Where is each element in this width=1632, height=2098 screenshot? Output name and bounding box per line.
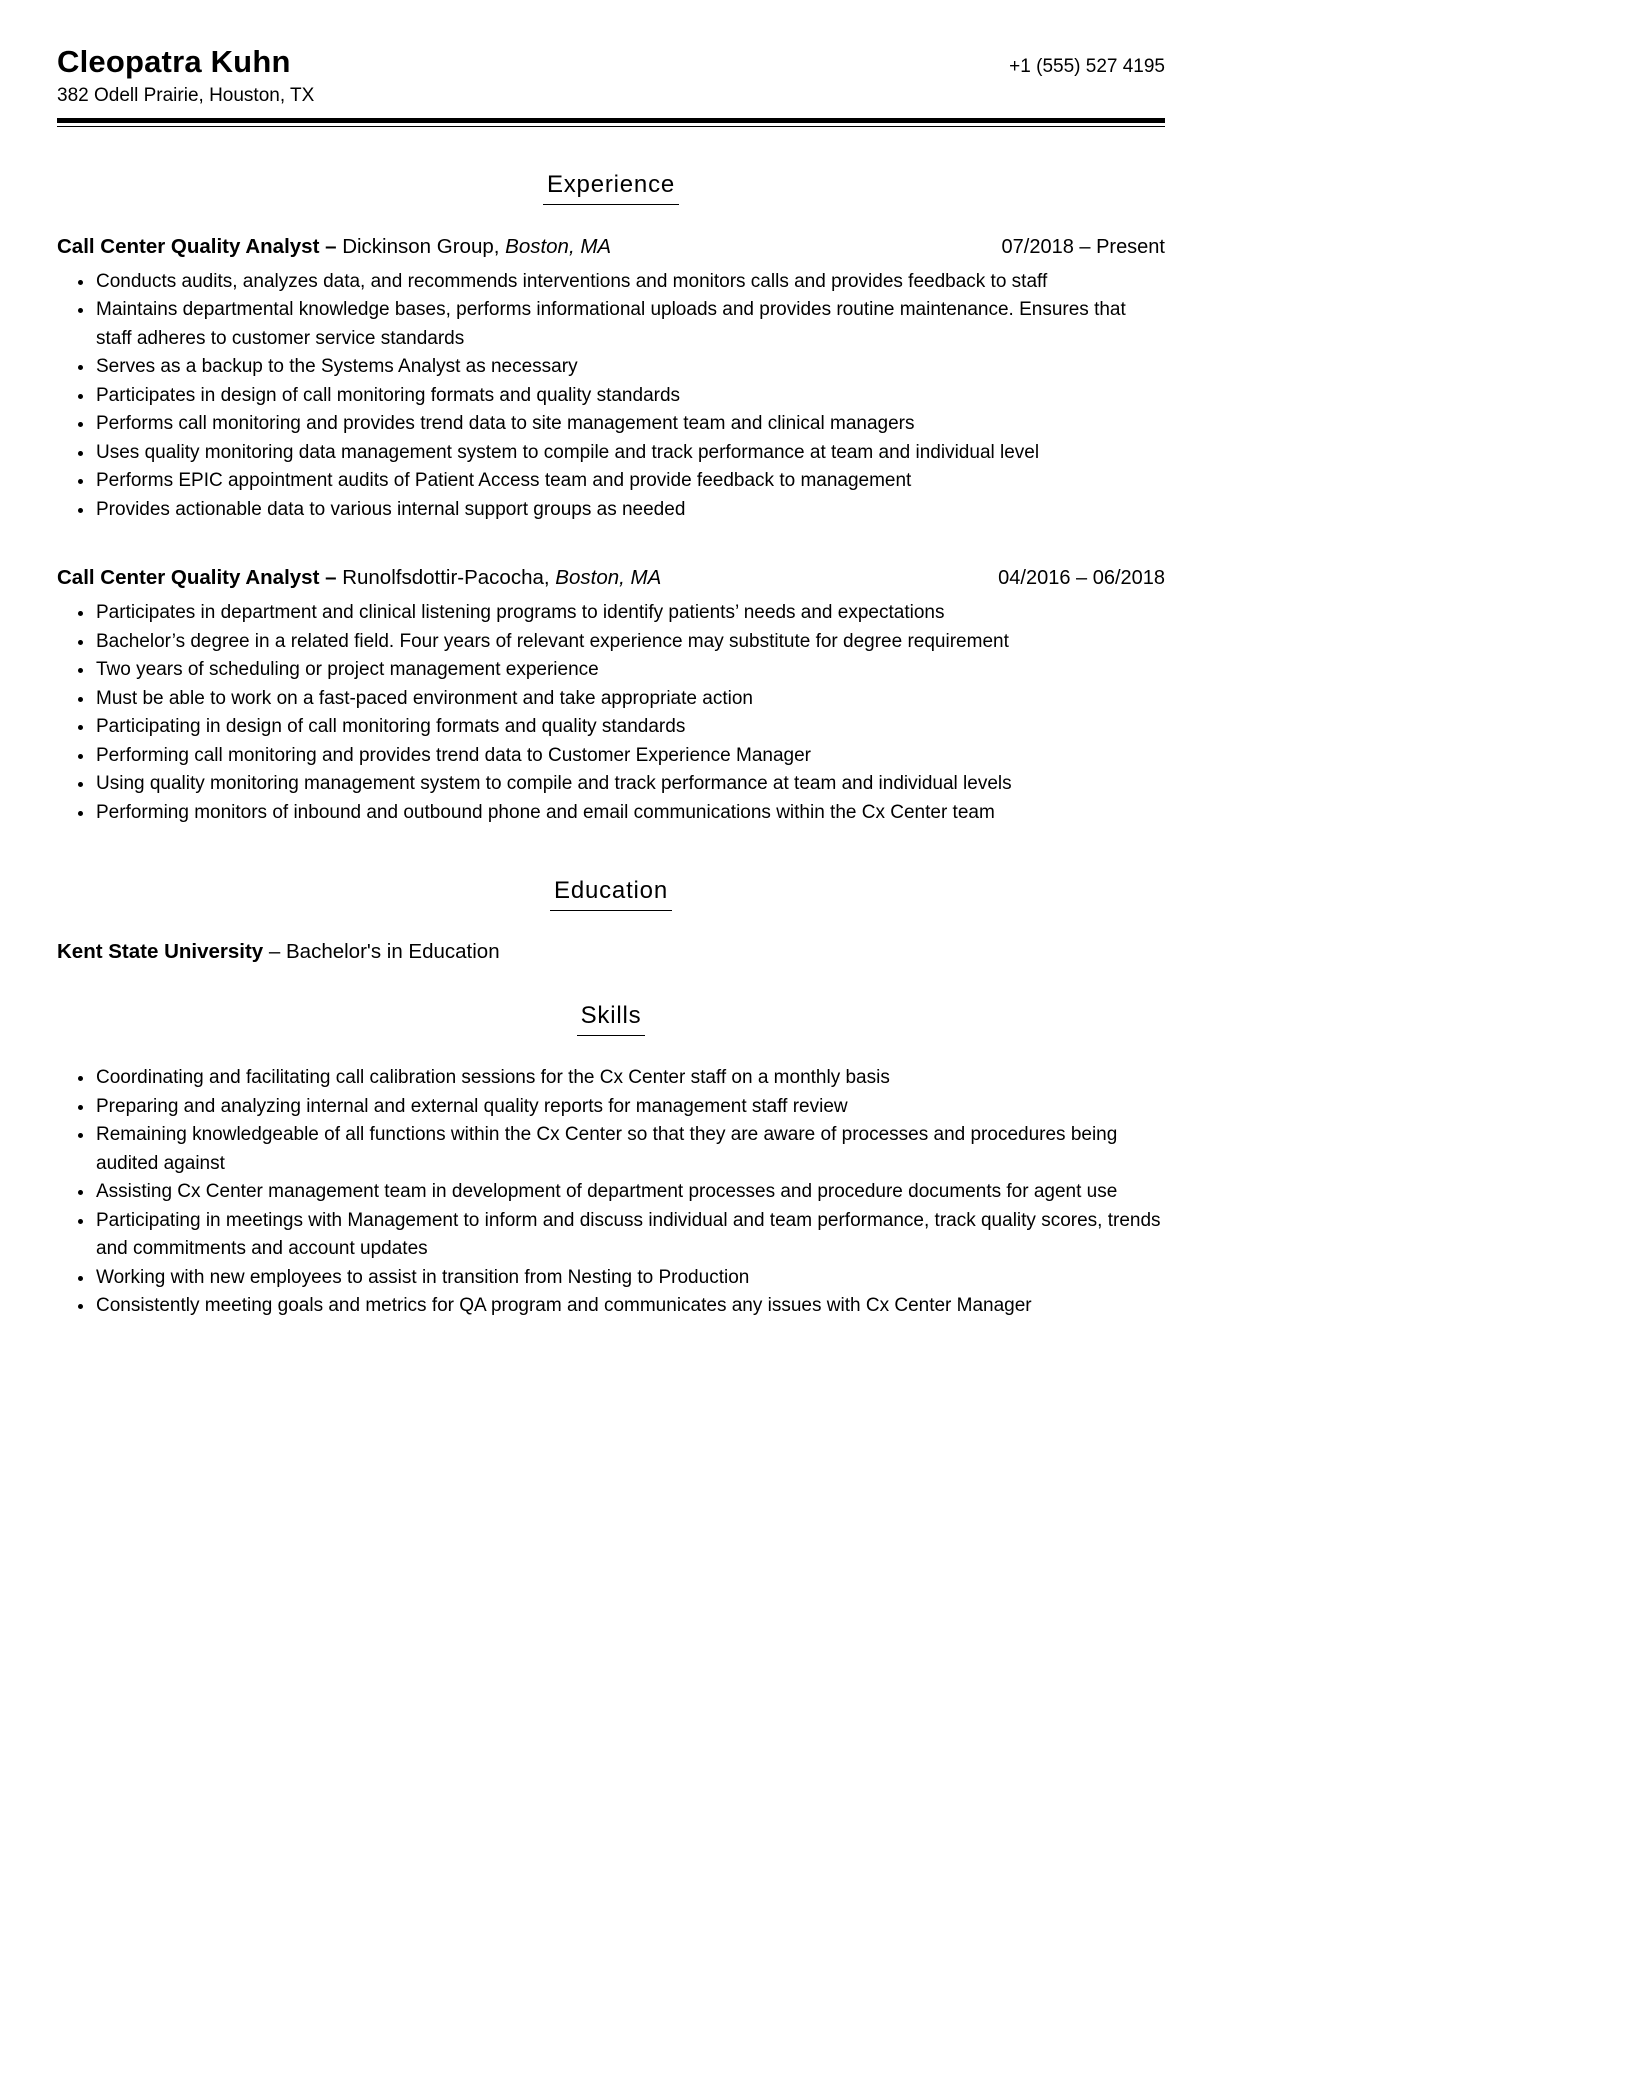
job-company: Dickinson Group, — [342, 234, 500, 258]
bullet-item: • Remaining knowledgeable of all functions within the Cx Center so that they are aware of processes and procedures being audited against — [95, 1121, 1165, 1178]
education-degree: – Bachelor's in Education — [268, 940, 500, 964]
job-company: Runolfsdottir-Pacocha, — [342, 566, 550, 590]
resume-header — [57, 44, 1165, 127]
section-skills — [57, 1002, 1165, 1321]
education-section-title: Education — [550, 877, 672, 911]
education-school: Kent State University — [57, 940, 264, 964]
job-title-line — [57, 566, 661, 590]
job-bullet-list — [57, 268, 1165, 525]
bullet-item: • Provides actionable data to various internal support groups as needed — [95, 496, 1165, 525]
header-left — [57, 44, 314, 107]
bullet-item: • Maintains departmental knowledge bases, performs informational uploads and provides routine maintenance. Ensures that staff adheres to customer service standards — [95, 296, 1165, 353]
job-entry-2 — [57, 566, 1165, 827]
job-bullet-list — [57, 599, 1165, 827]
bullet-item: • Performing monitors of inbound and outbound phone and email communications within the Cx Center team — [95, 799, 1165, 828]
job-location: Boston, MA — [555, 566, 662, 590]
job-location: Boston, MA — [505, 234, 612, 258]
person-phone: +1 (555) 527 4195 — [1009, 56, 1165, 77]
header-divider — [57, 118, 1165, 127]
section-education — [57, 877, 1165, 964]
bullet-item: • Using quality monitoring management system to compile and track performance at team and individual levels — [95, 770, 1165, 799]
bullet-item: • Participating in design of call monitoring formats and quality standards — [95, 713, 1165, 742]
bullet-item: • Conducts audits, analyzes data, and recommends interventions and monitors calls and provides feedback to staff — [95, 268, 1165, 297]
bullet-item: • Performs call monitoring and provides trend data to site management team and clinical managers — [95, 410, 1165, 439]
education-title-wrap — [57, 877, 1165, 911]
job-header — [57, 566, 1165, 590]
skills-section-title: Skills — [577, 1002, 646, 1036]
bullet-item: • Uses quality monitoring data management system to compile and track performance at team and individual level — [95, 439, 1165, 468]
bullet-item: • Two years of scheduling or project management experience — [95, 656, 1165, 685]
bullet-item: • Participating in meetings with Management to inform and discuss individual and team performance, track quality scores, trends and commitments and account updates — [95, 1207, 1165, 1264]
skills-bullet-list — [57, 1064, 1165, 1321]
job-dates: 04/2016 – 06/2018 — [998, 567, 1165, 590]
bullet-item: • Working with new employees to assist in transition from Nesting to Production — [95, 1264, 1165, 1293]
bullet-item: • Performs EPIC appointment audits of Patient Access team and provide feedback to management — [95, 467, 1165, 496]
bullet-item: • Coordinating and facilitating call calibration sessions for the Cx Center staff on a monthly basis — [95, 1064, 1165, 1093]
resume-content — [57, 44, 1165, 1321]
skills-title-wrap — [57, 1002, 1165, 1036]
header-row — [57, 44, 1165, 107]
job-header — [57, 235, 1165, 259]
bullet-item: • Assisting Cx Center management team in development of department processes and procedure documents for agent use — [95, 1178, 1165, 1207]
job-entry-1 — [57, 235, 1165, 525]
section-experience — [57, 171, 1165, 828]
bullet-item: • Bachelor’s degree in a related field. Four years of relevant experience may substitute for degree requirement — [95, 628, 1165, 657]
bullet-item: • Performing call monitoring and provides trend data to Customer Experience Manager — [95, 742, 1165, 771]
job-title: Call Center Quality Analyst – — [57, 234, 337, 258]
bullet-item: • Serves as a backup to the Systems Analyst as necessary — [95, 353, 1165, 382]
bullet-item: • Participates in design of call monitoring formats and quality standards — [95, 382, 1165, 411]
job-dates: 07/2018 – Present — [1001, 235, 1165, 258]
bullet-item: • Must be able to work on a fast-paced environment and take appropriate action — [95, 685, 1165, 714]
person-name: Cleopatra Kuhn — [57, 44, 291, 79]
education-line — [57, 940, 1165, 964]
experience-title-wrap — [57, 171, 1165, 205]
bullet-item: • Preparing and analyzing internal and external quality reports for management staff review — [95, 1093, 1165, 1122]
job-title: Call Center Quality Analyst – — [57, 566, 337, 590]
bullet-item: • Participates in department and clinical listening programs to identify patients’ needs and expectations — [95, 599, 1165, 628]
experience-section-title: Experience — [543, 171, 679, 205]
bullet-item: • Consistently meeting goals and metrics for QA program and communicates any issues with Cx Center Manager — [95, 1292, 1165, 1321]
person-address: 382 Odell Prairie, Houston, TX — [57, 84, 315, 106]
job-title-line — [57, 235, 611, 259]
